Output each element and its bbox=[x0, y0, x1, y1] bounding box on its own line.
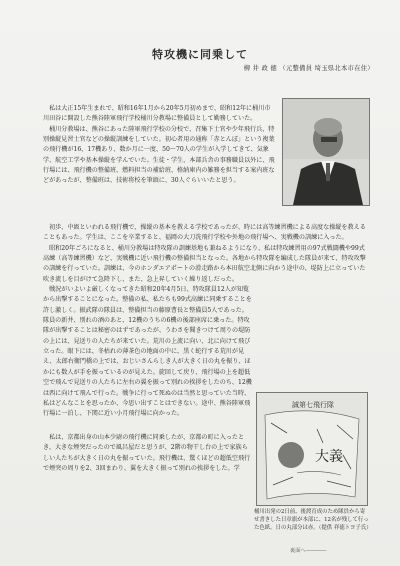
author-byline: 柳 井 政 徳 （元整備員 埼玉県北本市在住） bbox=[243, 65, 374, 72]
paragraph: 私は、京都出身の山本少尉の飛行機に同乗したが、京都の町に入ったとき、大きな煙突だったので風呂屋だと思うが、2階の物干し台の上で家族らしい人たちが大きく日の丸を振っていた。飛行機は、驚くほどの超低空飛行で煙突の周りを2、3回まわり、翼を大きく振って別れの挨拶をした。学 bbox=[43, 434, 251, 473]
paragraph: 桶川分教場は、熊谷にあった陸軍飛行学校の分校で、召集下士官や少年飛行兵、特別操縦見習士官などの操縦訓練をしていた。初心者用の通称「赤とんぼ」という複葉の飛行機が16、17機あり、数か月に一度、50〜70人の学生が入学してきて、気象学、航空工学や基本操縦を学んでいた。生徒・学生、本部兵舎の事務職員以外に、飛行場には、飛行機の整備班、燃料担当の補給班、格納庫内の雑務を担当する案内班などがあったが、整備班は、技術将校を筆頭に、30人ぐらいいたと思う。 bbox=[43, 125, 275, 185]
author-portrait-photo bbox=[282, 98, 370, 206]
flag-banner-text: 誠第七飛行隊 bbox=[292, 401, 334, 409]
paragraph: 私は大正15年生まれで、昭和16年1月から20年5月初めまで、昭和12年に桶川市川田谷に開設した熊谷陸軍飛行学校桶川分教場に整備員として勤務していた。 bbox=[43, 105, 271, 123]
body-column-bottom bbox=[43, 433, 253, 474]
paragraph: 戦況がいよいよ厳しくなってきた昭和20年4月5日、特攻隊員12人が知覧から出撃することになった。整備の私、私たちも99式高練に同乗することを許し激しく。振武隊の隊員は、整備担当の藤原曹長と整備員5人であった。隊員の新井、別れの酒のあと、12機のうちの6機の後部座席に乗った。特攻隊が出撃することは秘密のはずであったが、うわさを聞きつけて周りの堤防の上には、見送りの人たちが来ていた。荒川の上流に向い、北に向けて飛び立った。眼下には、冬枯れの薄茶色の地面の中に、黒く蛇行する荒川が見え、太郎右衛門橋の上では、おじいさんらしき人が大きく日の丸を振り、ほかにも数人が手を振っているのが見えた。旋回して戻り、飛行場の上を超低空で飛んで見送りの人たちに左右の翼を振って別れの挨拶をしたのち、12機は西に向けて飛んで行った。戦争に行って死ぬのは当然と思っていた当時、私はどんなことを思ったか、今思い出すことはできない。途中、熊谷陸軍飛行場に一泊し、下関に近い小月飛行場に向かった。 bbox=[43, 286, 252, 418]
paragraph: 初歩、中級といわれる飛行機で、操縦の基本を教える学校であったが、時には高等練習機による高度な操縦を教えることもあった。学生は、ここを卒業すると、福岡の大刀洗飛行学校や外地の飛行場へ、実戦機の訓練に入った。 bbox=[43, 224, 366, 242]
page-footer: 裏面へ―――― bbox=[290, 548, 327, 554]
body-column-full bbox=[43, 223, 366, 420]
paragraph: 昭和20年ごろになると、桶川分教場は特攻隊の訓練基地も兼ねるようになり、私は特攻練習用の97式戦闘機や99式高練（高等練習機）など、実戦機に近い飛行機の整備担当となった。各地から特攻隊を編成した隊員が来て、特攻攻撃の訓練を行っていた。訓練は、今のホンダエアポートの滑走路から本田航空北側に向かう途中の、堤防上に立っていた吹き流しを目がけて急降下し、また、急上昇していく繰り返しだった。 bbox=[43, 244, 366, 283]
illustration-caption: 桶川出発の2日前、後渡育成のため隊員から寄せ書きした日章旗が本部に、12名が残して行った色紙。日の丸部分は赤。（提供 祥徳トヨ子氏） bbox=[254, 509, 372, 531]
body-column-top bbox=[43, 104, 275, 187]
flag-emblem-text: 大義 bbox=[315, 449, 343, 465]
signed-flag-illustration bbox=[256, 392, 368, 506]
article-title: 特攻機に同乗して bbox=[152, 48, 248, 61]
